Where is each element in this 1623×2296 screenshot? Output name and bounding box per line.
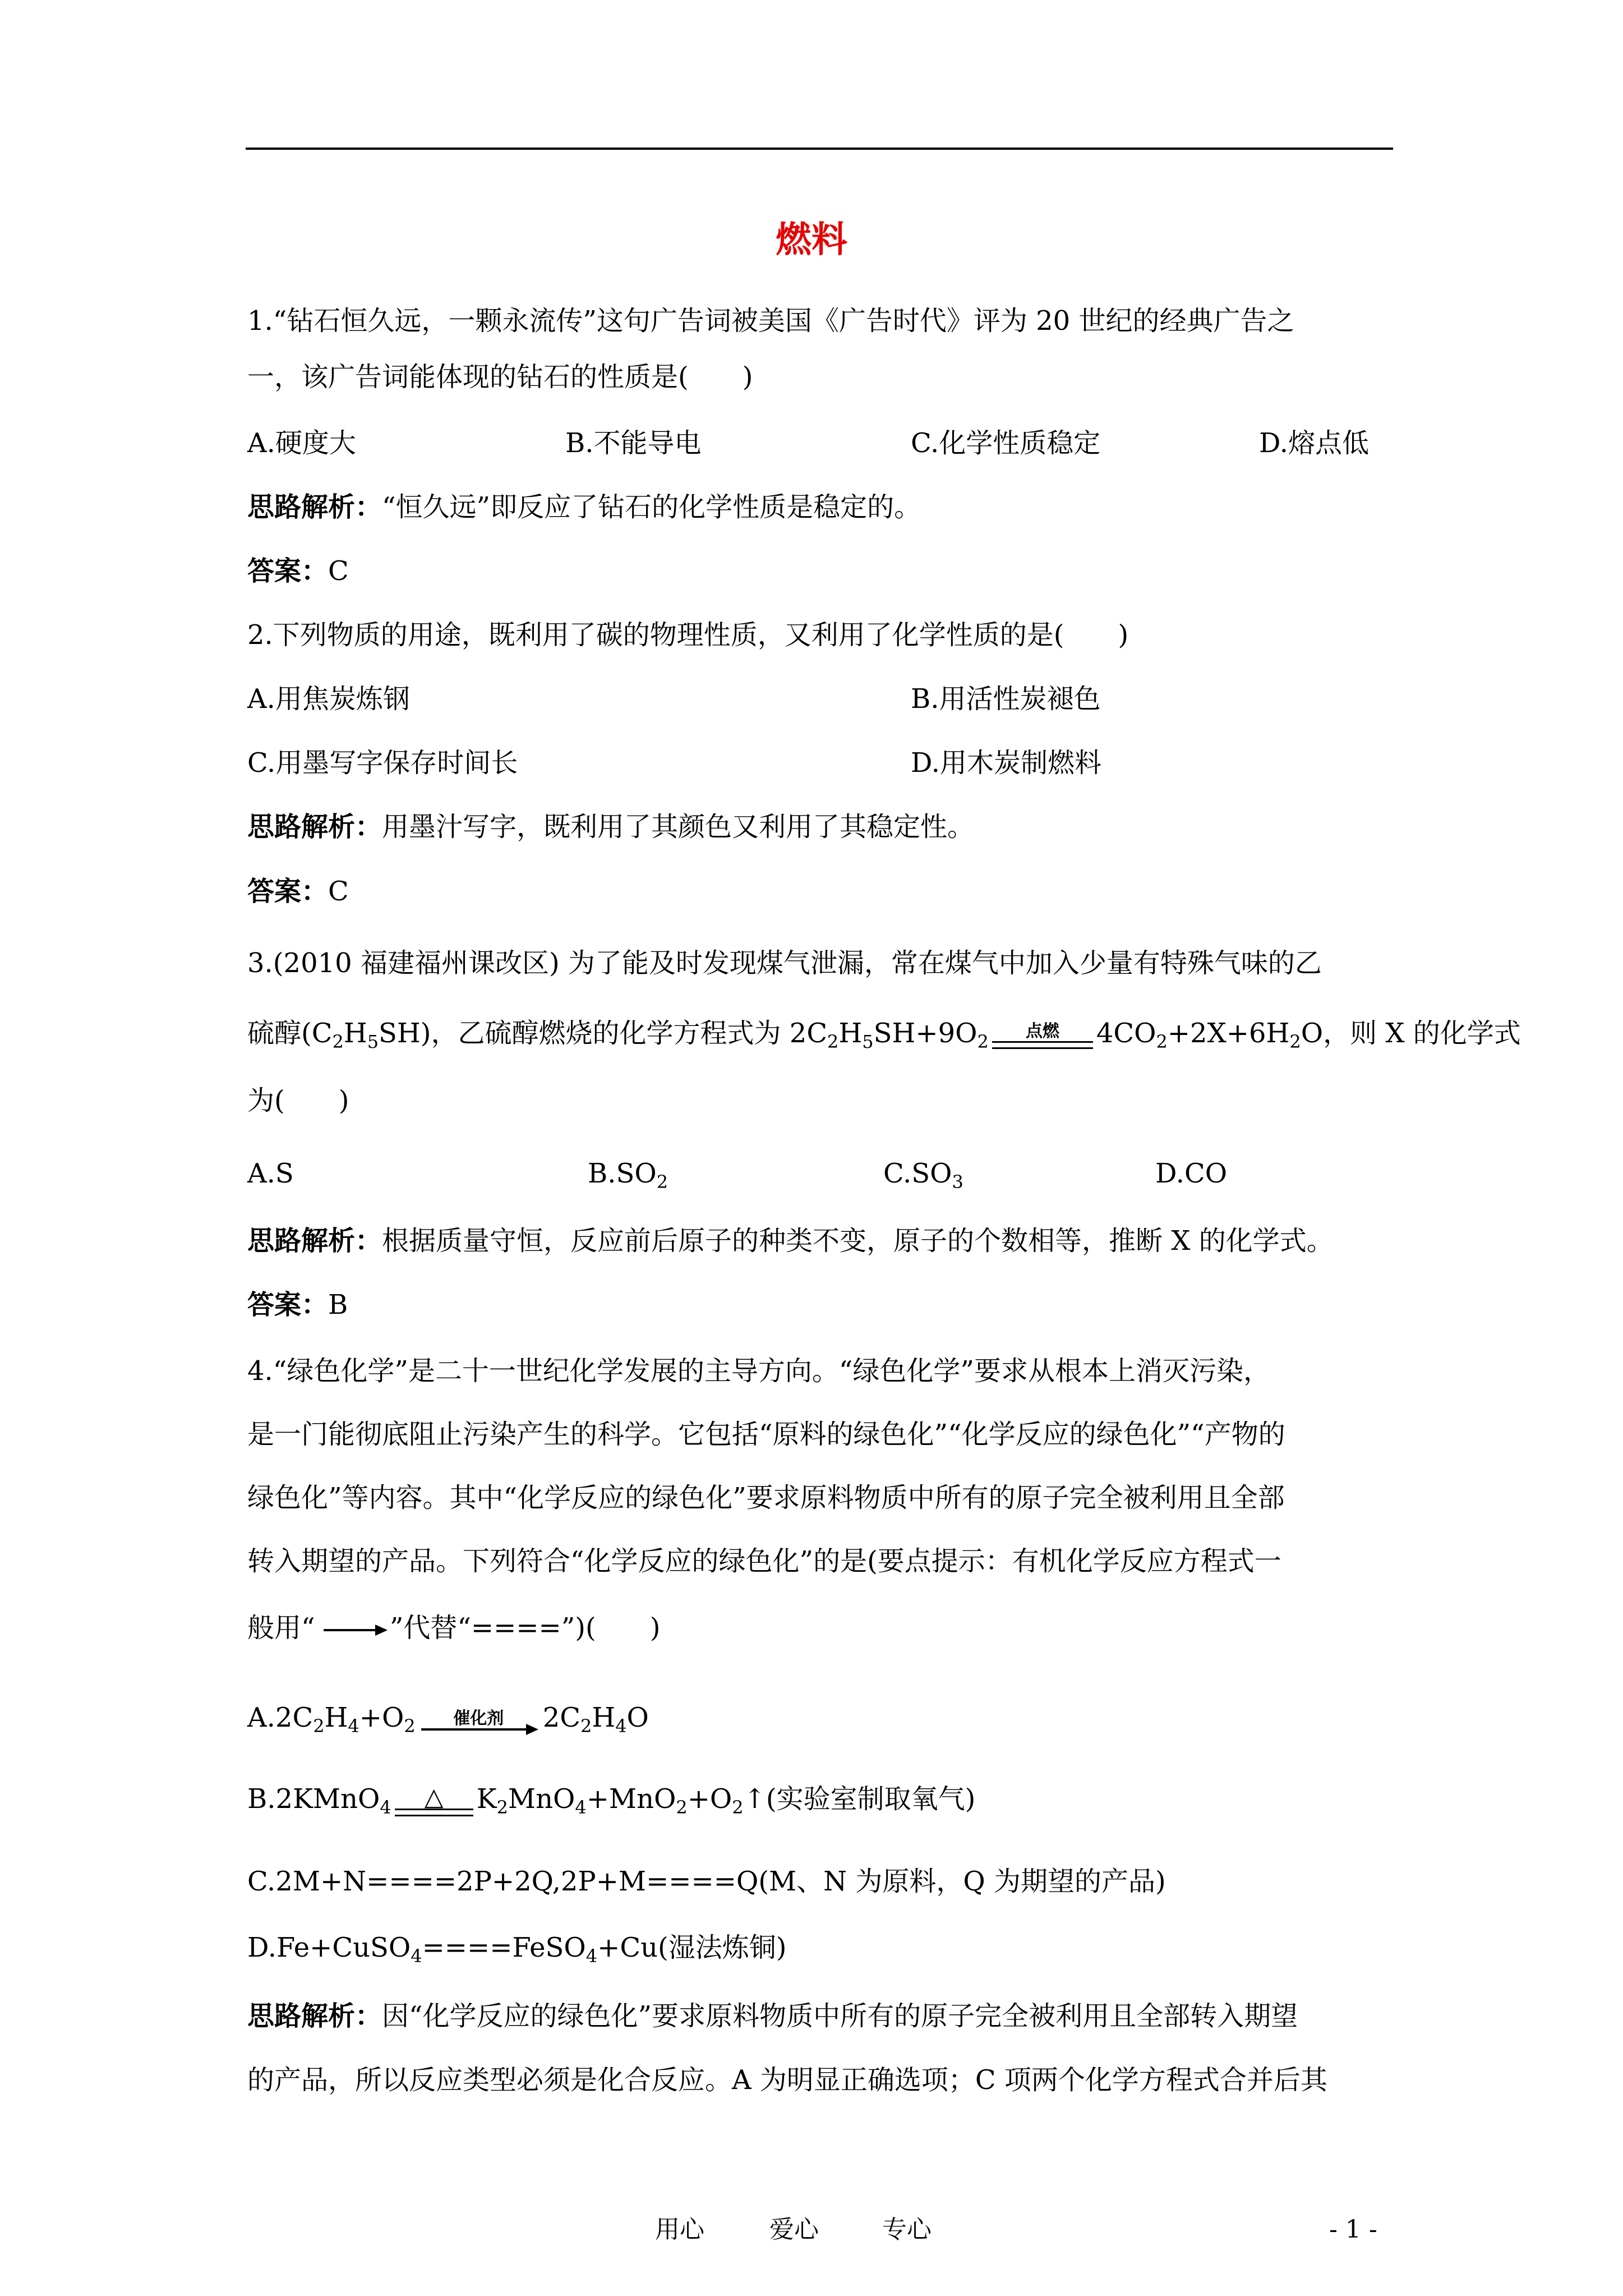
- q3-option-d: D.CO: [1155, 1158, 1228, 1189]
- q1-stem-line1: 1.“钻石恒久远，一颗永流传”这句广告词被美国《广告时代》评为 20 世纪的经典广告之: [247, 305, 1294, 337]
- q3-analysis-label: 思路解析：: [247, 1225, 382, 1257]
- q1-option-d: D.熔点低: [1259, 427, 1370, 459]
- q4-option-c: C.2M+N====2P+2Q,2P+M====Q(M、N 为原料，Q 为期望的产品): [247, 1866, 1166, 1897]
- q1-analysis: [247, 489, 921, 525]
- q1-answer-value: C: [328, 555, 349, 587]
- q4-stem-line3: 绿色化”等内容。其中“化学反应的绿色化”要求原料物质中所有的原子完全被利用且全部: [247, 1482, 1285, 1513]
- q4-option-a: $A.2C_2H_4+O_2$ 催化剂 $2C_2H_4O$: [247, 1702, 649, 1737]
- q1-analysis-text: “恒久远”即反应了钻石的化学性质是稳定的。: [382, 491, 921, 523]
- q1-analysis-label: 思路解析：: [247, 491, 382, 523]
- q2-analysis: [247, 809, 974, 845]
- q1-option-b: B.不能导电: [565, 427, 702, 459]
- q2-answer-label: 答案：: [247, 876, 329, 907]
- q4-analysis-line2: 的产品，所以反应类型必须是化合反应。A 为明显正确选项；C 项两个化学方程式合并后其: [247, 2064, 1327, 2096]
- q2-option-d: D.用木炭制燃料: [911, 747, 1102, 779]
- footer-text-2: 爱心: [769, 2215, 819, 2244]
- reaction-condition-catalyst: 催化剂: [453, 1708, 504, 1728]
- reaction-equals-sign: [992, 1022, 1093, 1049]
- q4-analysis-label: 思路解析：: [247, 2000, 382, 2032]
- q1-option-a: A.硬度大: [247, 427, 356, 459]
- q3-analysis: [247, 1223, 1334, 1259]
- page-number: - 1 -: [1329, 2215, 1377, 2244]
- footer-text-3: 专心: [882, 2215, 932, 2244]
- header-rule: [246, 148, 1393, 150]
- q2-stem: 2.下列物质的用途，既利用了碳的物理性质，又利用了化学性质的是( ): [247, 619, 1129, 651]
- q3-answer: [247, 1287, 348, 1323]
- q2-analysis-label: 思路解析：: [247, 811, 382, 843]
- q3-stem-line2: 硫醇$(C_2H_5SH)$，乙硫醇燃烧的化学方程式为 $2C_2H_5SH+9O_2$ 点燃 $4CO_2+2X+6H_2O$，则 X 的化学式: [247, 1018, 1521, 1052]
- q1-answer: [247, 553, 349, 589]
- heat-equals-sign: [395, 1782, 473, 1816]
- q1-answer-label: 答案：: [247, 555, 329, 587]
- catalyst-arrow: [421, 1709, 536, 1731]
- q4-analysis-line1: [247, 1998, 1298, 2034]
- reaction-condition-ignite: 点燃: [1025, 1021, 1059, 1041]
- q4-stem-line2: 是一门能彻底阻止污染产生的科学。它包括“原料的绿色化”“化学反应的绿色化”“产物的: [247, 1419, 1285, 1450]
- q3-stem-line3: 为( ): [247, 1085, 349, 1116]
- document-title: 燃料: [776, 219, 847, 261]
- q2-answer-value: C: [328, 876, 349, 907]
- q2-analysis-text: 用墨汁写字，既利用了其颜色又利用了其稳定性。: [382, 811, 975, 843]
- q3-stem-line1: 3.(2010 福建福州课改区) 为了能及时发现煤气泄漏，常在煤气中加入少量有特殊气味的乙: [247, 947, 1322, 979]
- q4-option-b: B.2KMnO$_4$ △ $K_2MnO_4+MnO_2+O_2↑$(实验室制取氧气): [247, 1782, 976, 1818]
- q1-option-c: C.化学性质稳定: [911, 427, 1101, 459]
- q4-stem-line4: 转入期望的产品。下列符合“化学反应的绿色化”的是(要点提示：有机化学反应方程式一: [247, 1545, 1281, 1577]
- q1-stem-line2: 一，该广告词能体现的钻石的性质是( ): [247, 361, 753, 393]
- q4-stem-line5: 般用“ ”代替“====”)( ): [247, 1612, 661, 1644]
- q2-option-a: A.用焦炭炼钢: [247, 683, 410, 715]
- q4-option-d: D.Fe+CuSO$_4$====FeSO$_4$+Cu(湿法炼铜): [247, 1932, 787, 1967]
- footer-text-1: 用心: [655, 2215, 704, 2244]
- q3-option-c: $C.SO_3$: [883, 1158, 963, 1193]
- q2-option-c: C.用墨写字保存时间长: [247, 747, 518, 779]
- q2-option-b: B.用活性炭褪色: [911, 683, 1101, 715]
- arrow-icon: [324, 1629, 385, 1631]
- q3-option-b: $B.SO_2$: [588, 1158, 668, 1193]
- q3-analysis-text: 根据质量守恒，反应前后原子的种类不变，原子的个数相等，推断 X 的化学式。: [382, 1225, 1334, 1257]
- q3-answer-value: B: [328, 1289, 348, 1320]
- q4-stem-line1: 4.“绿色化学”是二十一世纪化学发展的主导方向。“绿色化学”要求从根本上消灭污染，: [247, 1355, 1270, 1387]
- q3-answer-label: 答案：: [247, 1289, 329, 1320]
- q4-analysis-text1: 因“化学反应的绿色化”要求原料物质中所有的原子完全被利用且全部转入期望: [382, 2000, 1298, 2032]
- q2-answer: [247, 873, 349, 909]
- q3-option-a: A.S: [247, 1158, 294, 1189]
- heat-icon: △: [424, 1782, 444, 1811]
